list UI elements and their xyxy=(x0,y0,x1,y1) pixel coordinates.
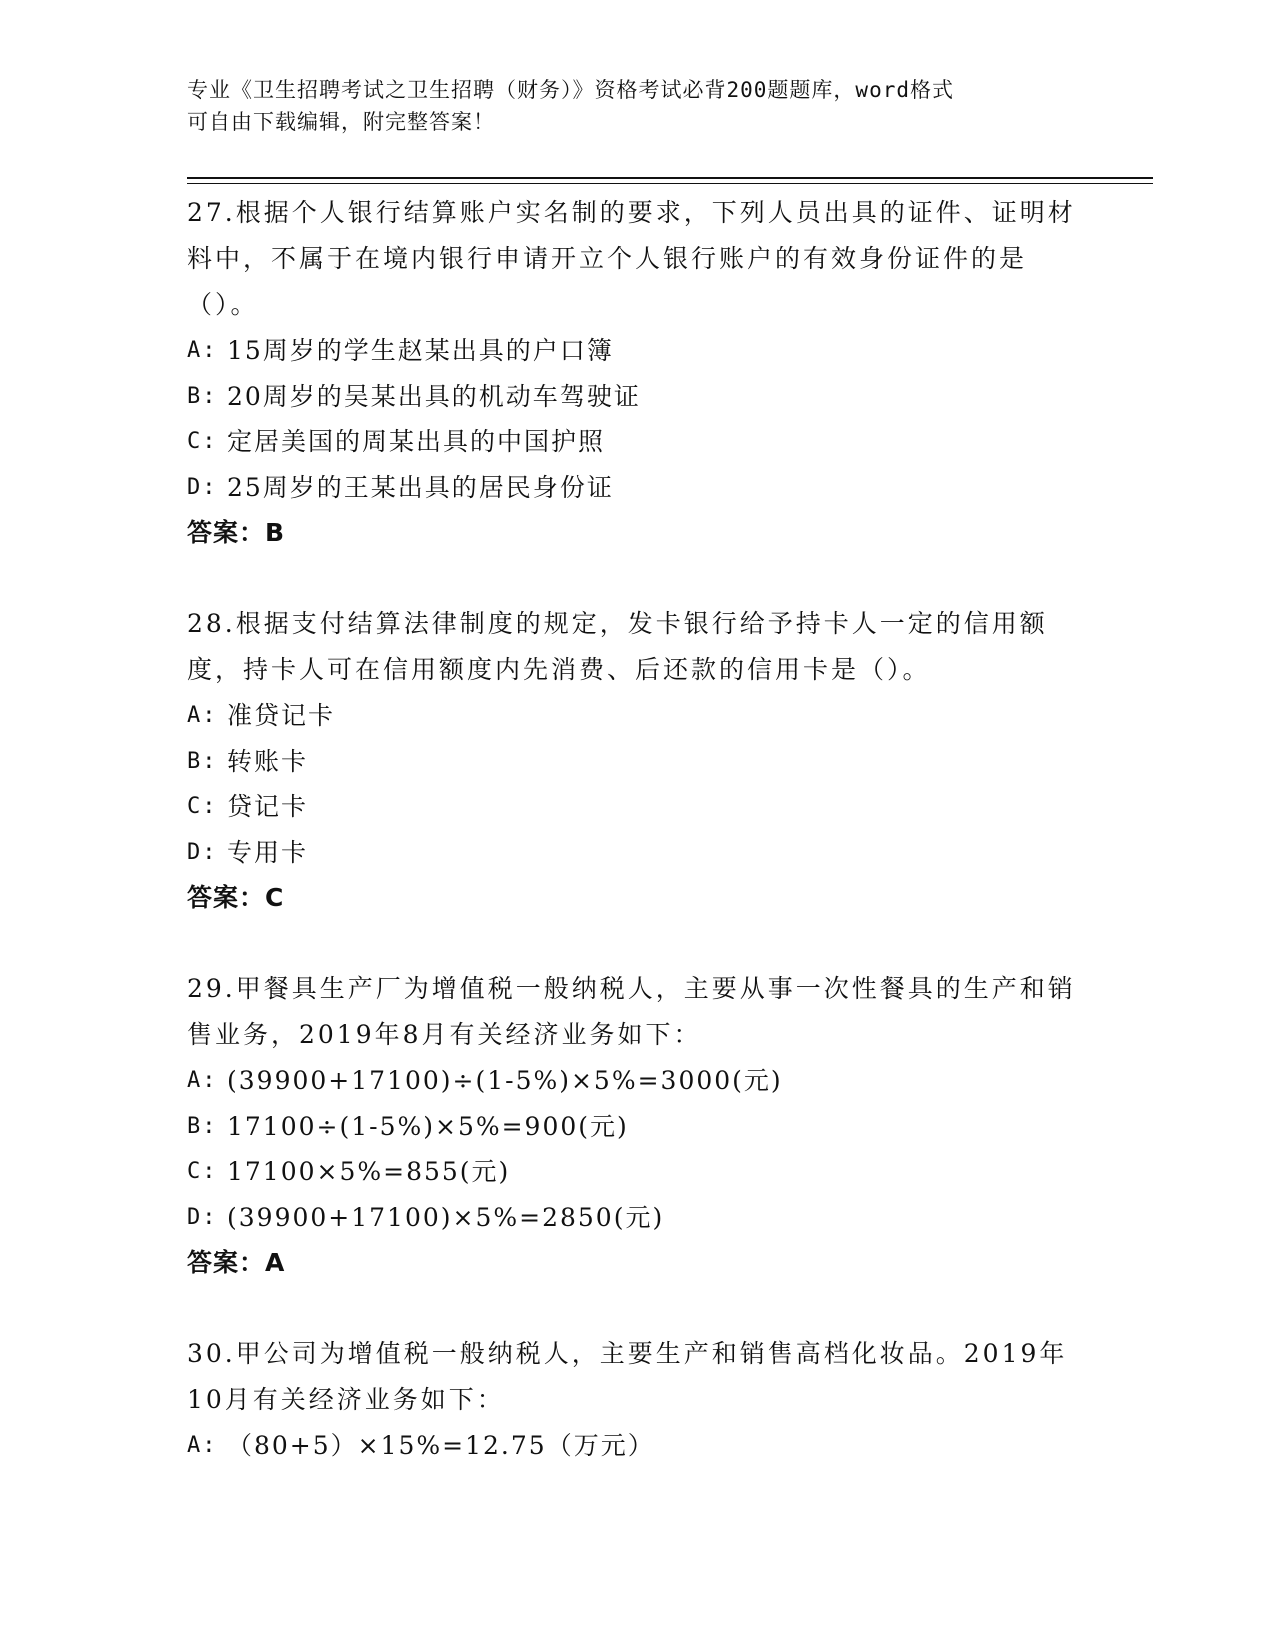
question-text: 27.根据个人银行结算账户实名制的要求，下列人员出具的证件、证明材料中，不属于在境内银行申请开立个人银行账户的有效身份证件的是（）。 xyxy=(187,198,1076,319)
question-27 xyxy=(187,190,1087,556)
option-text: (39900+17100)×5%=2850(元) xyxy=(227,1202,665,1232)
option-letter: A: xyxy=(187,1433,218,1458)
option-d xyxy=(187,1195,1087,1241)
option-text: 准贷记卡 xyxy=(227,701,336,730)
option-c xyxy=(187,419,1087,465)
option-a xyxy=(187,1423,1087,1469)
question-text: 30.甲公司为增值税一般纳税人，主要生产和销售高档化妆品。2019年10月有关经济业务如下： xyxy=(187,1339,1068,1414)
option-text: 17100÷(1-5%)×5%=900(元) xyxy=(227,1111,629,1141)
option-text: 15周岁的学生赵某出具的户口簿 xyxy=(227,336,614,365)
option-text: (39900+17100)÷(1-5%)×5%=3000(元) xyxy=(227,1066,783,1095)
question-text: 28.根据支付结算法律制度的规定，发卡银行给予持卡人一定的信用额度，持卡人可在信用额度内先消费、后还款的信用卡是（）。 xyxy=(187,609,1048,684)
option-text: 20周岁的吴某出具的机动车驾驶证 xyxy=(227,381,641,411)
answer-label: 答案：B xyxy=(187,518,286,547)
option-letter: C: xyxy=(187,429,218,454)
question-28 xyxy=(187,601,1087,921)
option-d xyxy=(187,465,1087,511)
option-b xyxy=(187,374,1087,420)
header-divider-thin xyxy=(187,183,1153,184)
option-letter: A: xyxy=(187,338,218,363)
option-a xyxy=(187,328,1087,374)
option-letter: D: xyxy=(187,839,218,865)
option-letter: A: xyxy=(187,1068,218,1093)
header-line-1: 专业《卫生招聘考试之卫生招聘（财务）》资格考试必背200题题库，word格式 xyxy=(187,78,954,102)
question-29 xyxy=(187,966,1087,1286)
option-d xyxy=(187,830,1087,876)
option-a xyxy=(187,1058,1087,1104)
option-text: 17100×5%=855(元) xyxy=(227,1157,511,1186)
option-c xyxy=(187,1149,1087,1195)
option-letter: B: xyxy=(187,1113,218,1139)
question-30 xyxy=(187,1331,1087,1469)
option-text: 定居美国的周某出具的中国护照 xyxy=(227,427,606,456)
option-letter: D: xyxy=(187,474,218,500)
option-b xyxy=(187,1104,1087,1150)
option-text: 专用卡 xyxy=(227,837,309,867)
answer-label: 答案：C xyxy=(187,883,285,912)
option-text: 25周岁的王某出具的居民身份证 xyxy=(227,472,614,502)
option-c xyxy=(187,784,1087,830)
option-a xyxy=(187,693,1087,739)
option-letter: C: xyxy=(187,794,218,819)
option-b xyxy=(187,739,1087,785)
option-text: （80+5）×15%=12.75（万元） xyxy=(227,1431,655,1460)
header-divider-thick xyxy=(187,177,1153,179)
option-letter: D: xyxy=(187,1204,218,1230)
option-text: 转账卡 xyxy=(227,746,309,776)
question-text: 29.甲餐具生产厂为增值税一般纳税人，主要从事一次性餐具的生产和销售业务，2019年8月有关经济业务如下： xyxy=(187,974,1076,1049)
answer-label: 答案：A xyxy=(187,1248,286,1277)
question-list xyxy=(187,190,1087,1514)
option-letter: B: xyxy=(187,748,218,774)
option-letter: B: xyxy=(187,383,218,409)
header-line-2: 可自由下载编辑，附完整答案！ xyxy=(187,110,495,134)
document-header xyxy=(187,74,1087,138)
option-text: 贷记卡 xyxy=(227,792,309,821)
option-letter: A: xyxy=(187,703,218,728)
option-letter: C: xyxy=(187,1159,218,1184)
